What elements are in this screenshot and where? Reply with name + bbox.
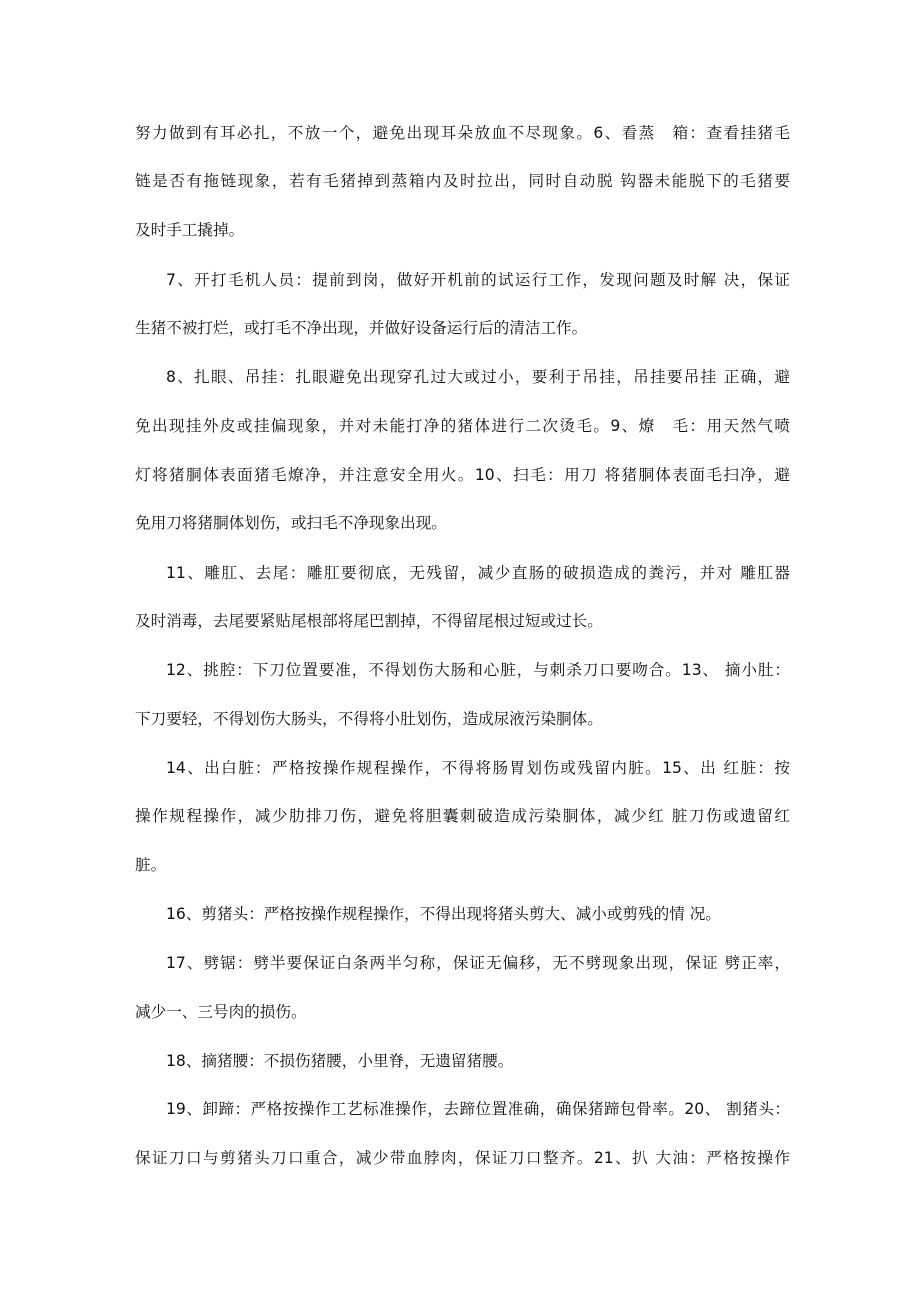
text-line: 16、剪猪头：严格按操作规程操作，不得出现将猪头剪大、减小或剪残的情 况。 [166,905,721,923]
text-line: 19、卸蹄：严格按操作工艺标准操作，去蹄位置准确，确保猪蹄包骨率。20、 割猪头： [166,1100,790,1118]
text-line: 12、挑腔：下刀位置要准，不得划伤大肠和心脏，与刺杀刀口要吻合。13、 摘小肚： [166,661,790,679]
text-line: 8、扎眼、吊挂：扎眼避免出现穿孔过大或过小，要利于吊挂，吊挂要吊挂 正确，避 [166,368,790,386]
text-line: 及时消毒，去尾要紧贴尾根部将尾巴割掉，不得留尾根过短或过长。 [135,612,603,630]
text-line: 及时手工撬掉。 [135,221,245,239]
text-line: 减少一、三号肉的损伤。 [135,1003,307,1021]
text-line: 免出现挂外皮或挂偏现象，并对未能打净的猪体进行二次烫毛。9、燎 毛：用天然气喷 [135,417,790,435]
text-line: 17、劈锯：劈半要保证白条两半匀称，保证无偏移，无不劈现象出现，保证 劈正率， [166,954,790,972]
text-line: 操作规程操作，减少肋排刀伤，避免将胆囊刺破造成污染胴体，减少红 脏刀伤或遗留红 [135,807,790,825]
text-line: 生猪不被打烂，或打毛不净出现，并做好设备运行后的清洁工作。 [135,319,588,337]
text-line: 11、雕肛、去尾：雕肛要彻底，无残留，减少直肠的破损造成的粪污，并对 雕肛器 [166,564,790,582]
text-line: 保证刀口与剪猪头刀口重合，减少带血脖肉，保证刀口整齐。21、扒 大油：严格按操作 [135,1149,790,1167]
text-line: 灯将猪胴体表面猪毛燎净，并注意安全用火。10、扫毛：用刀 将猪胴体表面毛扫净，避 [135,466,790,484]
text-line: 7、开打毛机人员：提前到岗，做好开机前的试运行工作，发现问题及时解 决，保证 [166,271,790,289]
text-line: 努力做到有耳必扎，不放一个，避免出现耳朵放血不尽现象。6、看蒸 箱：查看挂猪毛 [135,124,790,142]
text-line: 14、出白脏：严格按操作规程操作，不得将肠胃划伤或残留内脏。15、出 红脏：按 [166,759,790,777]
text-line: 免用刀将猪胴体划伤，或扫毛不净现象出现。 [135,514,447,532]
text-line: 18、摘猪腰：不损伤猪腰，小里脊，无遗留猪腰。 [166,1052,514,1070]
text-line: 链是否有拖链现象，若有毛猪掉到蒸箱内及时拉出，同时自动脱 钩器未能脱下的毛猪要 [135,172,790,190]
text-line: 下刀要轻，不得划伤大肠头，不得将小肚划伤，造成尿液污染胴体。 [135,710,603,728]
text-line: 脏。 [135,856,167,874]
